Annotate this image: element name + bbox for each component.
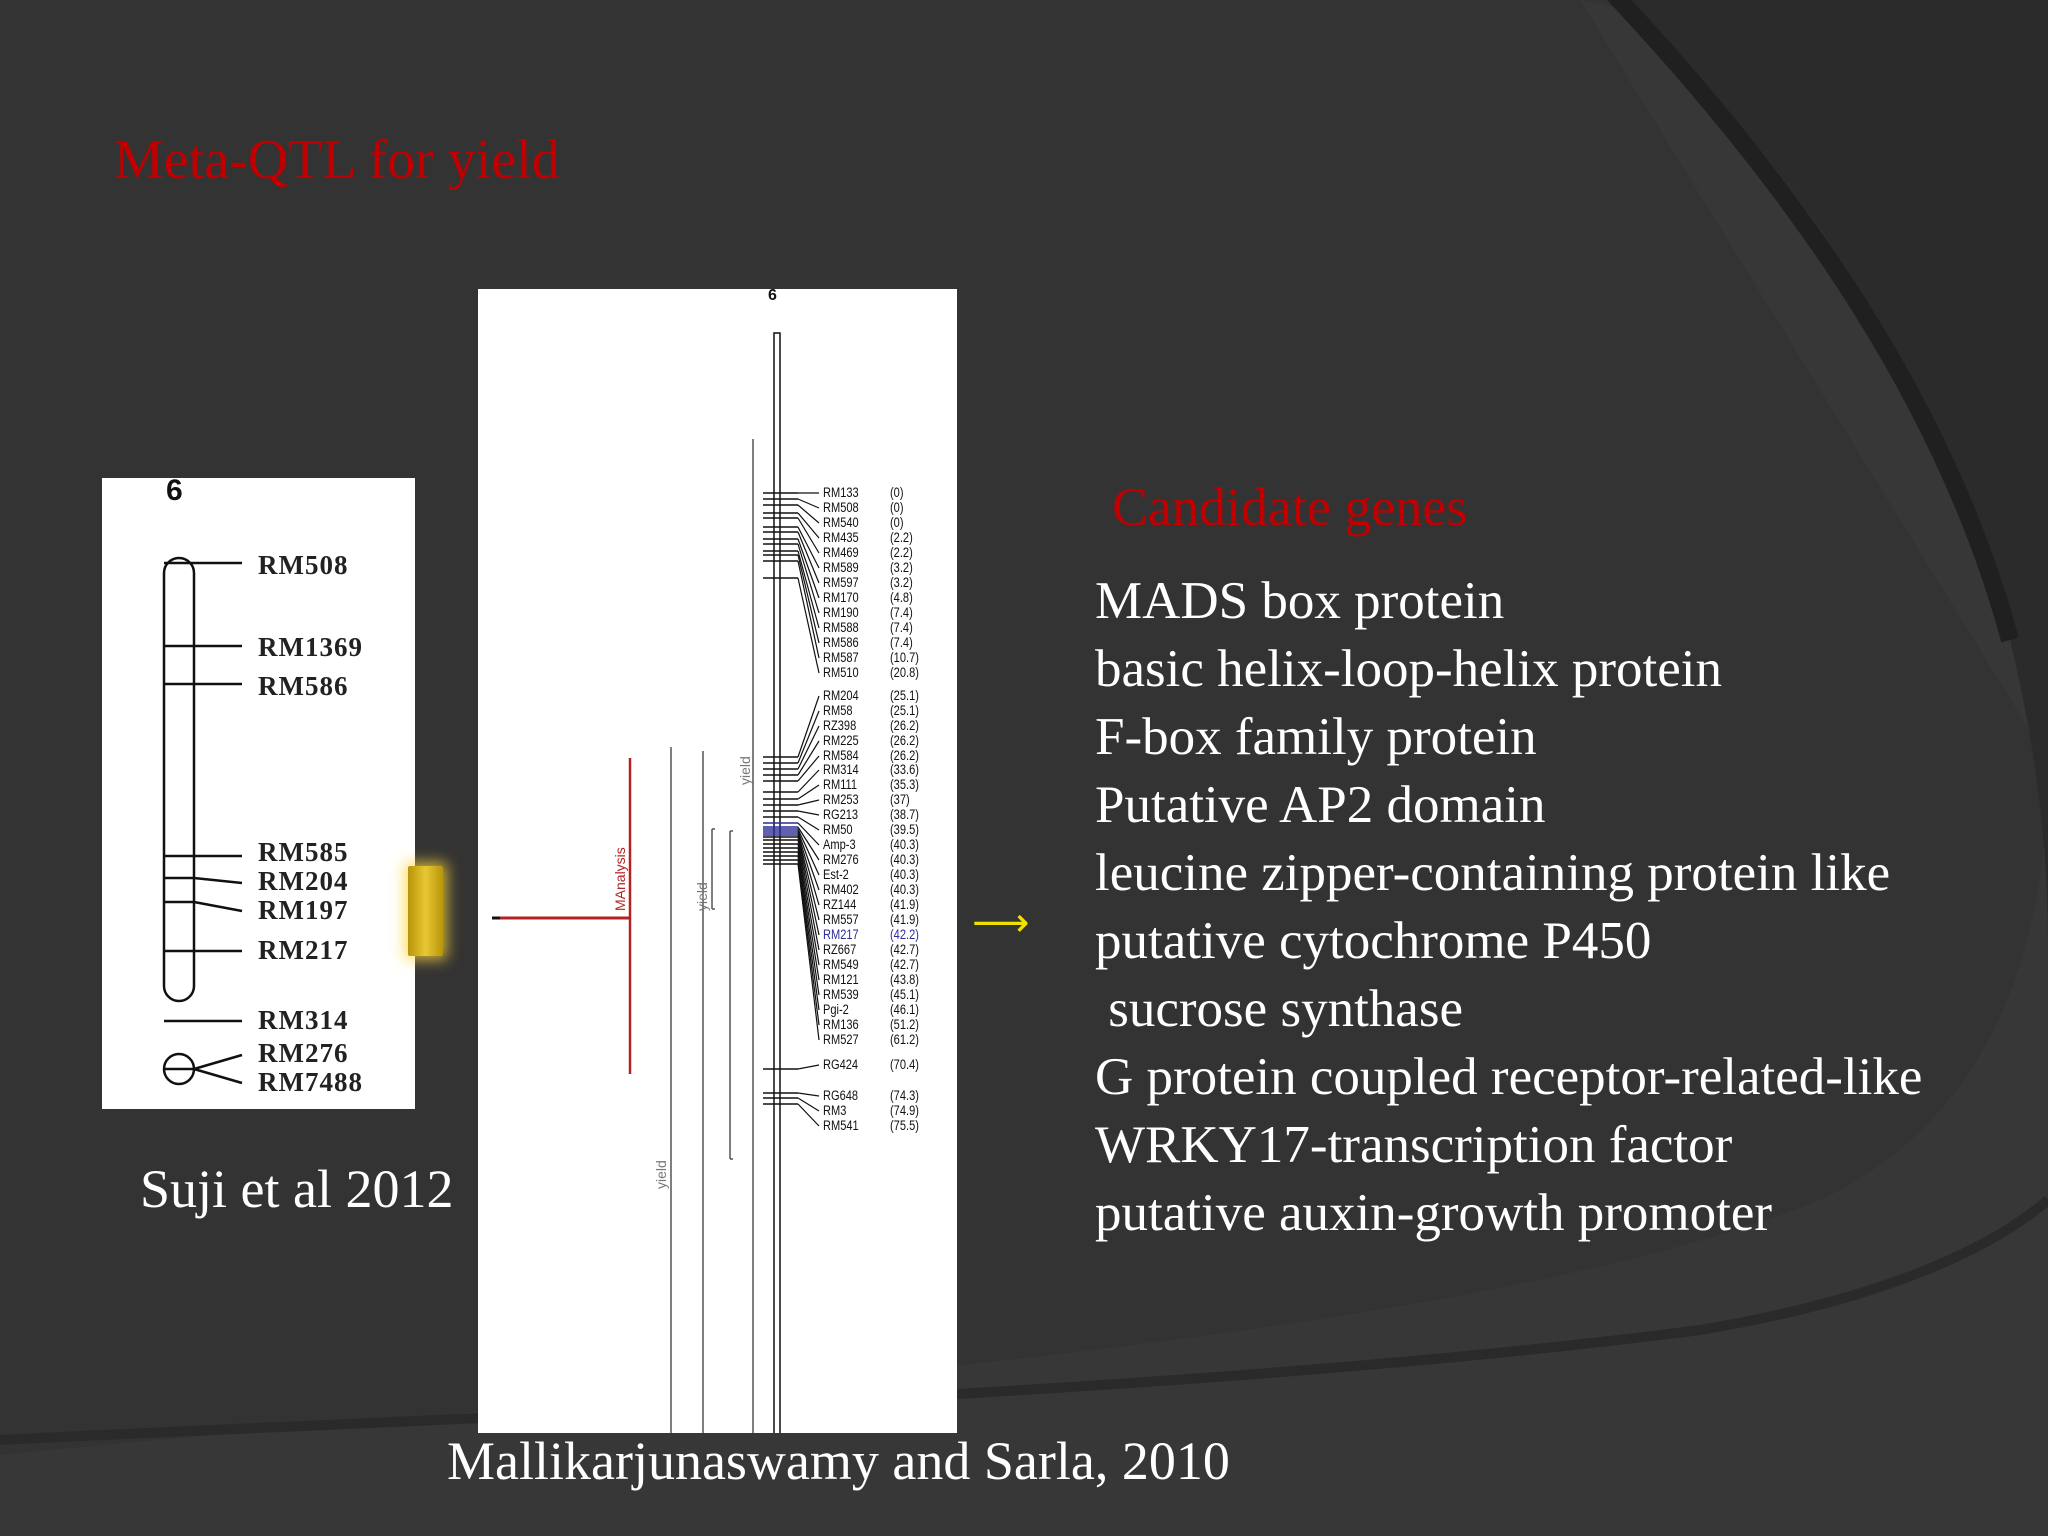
center-marker-name: RM584 bbox=[823, 748, 859, 763]
center-marker-position: (10.7) bbox=[890, 650, 919, 665]
center-marker-name: RM557 bbox=[823, 912, 859, 927]
gene-item: MADS box protein bbox=[1095, 572, 1505, 630]
gene-item: Putative AP2 domain bbox=[1095, 776, 1546, 834]
center-marker-name: RM586 bbox=[823, 635, 859, 650]
center-marker-name: RM589 bbox=[823, 560, 859, 575]
center-marker-name: RM588 bbox=[823, 620, 859, 635]
center-marker-position: (0) bbox=[890, 485, 904, 500]
center-marker-position: (74.9) bbox=[890, 1103, 919, 1118]
center-marker-position: (25.1) bbox=[890, 703, 919, 718]
center-marker-position: (33.6) bbox=[890, 762, 919, 777]
gene-item: F-box family protein bbox=[1095, 708, 1537, 766]
center-marker-name: RM435 bbox=[823, 530, 859, 545]
center-marker-position: (26.2) bbox=[890, 748, 919, 763]
center-marker-name: RM469 bbox=[823, 545, 859, 560]
center-marker-name: Pgi-2 bbox=[823, 1002, 849, 1017]
center-marker-position: (20.8) bbox=[890, 665, 919, 680]
center-marker-position: (26.2) bbox=[890, 733, 919, 748]
center-marker-name: RM50 bbox=[823, 822, 853, 837]
marker-connector bbox=[798, 770, 819, 792]
center-marker-name: RG424 bbox=[823, 1057, 859, 1072]
marker-connector bbox=[798, 756, 819, 781]
marker-connector bbox=[798, 711, 819, 763]
left-marker-label: RM585 bbox=[258, 837, 349, 867]
center-marker-position: (42.7) bbox=[890, 942, 919, 957]
center-marker-name: RZ667 bbox=[823, 942, 857, 957]
center-marker-position: (7.4) bbox=[890, 620, 913, 635]
qtl-highlight-bar bbox=[408, 866, 443, 956]
center-marker-position: (2.2) bbox=[890, 530, 913, 545]
center-marker-name: RZ144 bbox=[823, 897, 857, 912]
center-marker-name: RM539 bbox=[823, 987, 859, 1002]
credit-suji: Suji et al 2012 bbox=[140, 1159, 454, 1219]
qtl-label: yield bbox=[694, 882, 710, 911]
center-marker-position: (40.3) bbox=[890, 867, 919, 882]
center-chromosome-number: 6 bbox=[768, 289, 777, 304]
center-marker-name: RM587 bbox=[823, 650, 859, 665]
gene-item: G protein coupled receptor-related-like bbox=[1095, 1048, 1923, 1106]
center-marker-position: (75.5) bbox=[890, 1118, 919, 1133]
center-marker-position: (40.3) bbox=[890, 852, 919, 867]
center-marker-position: (70.4) bbox=[890, 1057, 919, 1072]
left-marker-label: RM217 bbox=[258, 935, 349, 965]
center-marker-name: RM510 bbox=[823, 665, 859, 680]
center-marker-name: RM111 bbox=[823, 777, 858, 792]
slide-title: Meta-QTL for yield bbox=[114, 129, 560, 191]
arrow-icon: ⟶ bbox=[972, 900, 1030, 946]
marker-connector bbox=[798, 544, 819, 613]
center-marker-name: RM217 bbox=[823, 927, 859, 942]
marker-connector bbox=[798, 499, 819, 508]
center-marker-name: RG213 bbox=[823, 807, 859, 822]
center-marker-position: (38.7) bbox=[890, 807, 919, 822]
marker-connector bbox=[798, 811, 819, 815]
center-marker-position: (26.2) bbox=[890, 718, 919, 733]
center-marker-name: RM541 bbox=[823, 1118, 859, 1133]
gene-item: sucrose synthase bbox=[1095, 980, 1463, 1038]
marker-connector bbox=[798, 1093, 819, 1096]
center-marker-position: (74.3) bbox=[890, 1088, 919, 1103]
center-marker-position: (46.1) bbox=[890, 1002, 919, 1017]
center-marker-name: RM508 bbox=[823, 500, 859, 515]
center-marker-position: (41.9) bbox=[890, 897, 919, 912]
center-marker-position: (25.1) bbox=[890, 688, 919, 703]
center-marker-position: (3.2) bbox=[890, 560, 913, 575]
marker-connector bbox=[798, 817, 819, 830]
center-marker-name: RM136 bbox=[823, 1017, 859, 1032]
center-marker-position: (2.2) bbox=[890, 545, 913, 560]
center-marker-position: (0) bbox=[890, 515, 904, 530]
center-marker-position: (7.4) bbox=[890, 635, 913, 650]
left-marker-label: RM1369 bbox=[258, 632, 363, 662]
qtl-label: yield bbox=[737, 756, 753, 785]
center-marker-name: RM253 bbox=[823, 792, 859, 807]
qtl-label: yield bbox=[653, 1160, 669, 1189]
center-marker-position: (3.2) bbox=[890, 575, 913, 590]
marker-connector bbox=[798, 1104, 819, 1126]
left-marker-label: RM276 bbox=[258, 1038, 349, 1068]
candidate-genes-title: Candidate genes bbox=[1112, 477, 1468, 537]
center-marker-position: (51.2) bbox=[890, 1017, 919, 1032]
center-marker-position: (43.8) bbox=[890, 972, 919, 987]
marker-connector bbox=[798, 785, 819, 799]
left-marker-label: RM586 bbox=[258, 671, 349, 701]
center-marker-name: RM133 bbox=[823, 485, 859, 500]
center-marker-name: RZ398 bbox=[823, 718, 857, 733]
left-marker-label: RM508 bbox=[258, 550, 349, 580]
center-marker-name: RM549 bbox=[823, 957, 859, 972]
center-marker-name: RM402 bbox=[823, 882, 859, 897]
left-marker-label: RM204 bbox=[258, 866, 349, 896]
left-marker-label: RM7488 bbox=[258, 1067, 363, 1097]
credit-mallikarjunaswamy: Mallikarjunaswamy and Sarla, 2010 bbox=[447, 1431, 1230, 1491]
center-marker-position: (0) bbox=[890, 500, 904, 515]
left-linkage-map bbox=[102, 474, 415, 1109]
center-marker-name: RM58 bbox=[823, 703, 853, 718]
gene-item: putative cytochrome P450 bbox=[1095, 912, 1652, 970]
center-marker-name: RM190 bbox=[823, 605, 859, 620]
center-marker-name: RG648 bbox=[823, 1088, 859, 1103]
center-marker-name: RM276 bbox=[823, 852, 859, 867]
center-marker-name: Est-2 bbox=[823, 867, 849, 882]
center-marker-name: RM527 bbox=[823, 1032, 859, 1047]
center-marker-position: (37) bbox=[890, 792, 910, 807]
center-marker-position: (42.2) bbox=[890, 927, 919, 942]
marker-connector bbox=[798, 505, 819, 523]
center-marker-position: (41.9) bbox=[890, 912, 919, 927]
marker-connector bbox=[798, 864, 819, 1040]
marker-connector bbox=[798, 1065, 819, 1069]
center-marker-position: (4.8) bbox=[890, 590, 913, 605]
center-marker-position: (7.4) bbox=[890, 605, 913, 620]
center-marker-position: (40.3) bbox=[890, 837, 919, 852]
center-marker-name: RM121 bbox=[823, 972, 859, 987]
left-chromosome-number: 6 bbox=[166, 474, 183, 507]
gene-item: putative auxin-growth promoter bbox=[1095, 1184, 1773, 1242]
center-marker-position: (45.1) bbox=[890, 987, 919, 1002]
center-marker-position: (39.5) bbox=[890, 822, 919, 837]
center-marker-position: (35.3) bbox=[890, 777, 919, 792]
center-marker-name: RM204 bbox=[823, 688, 859, 703]
marker-connector bbox=[798, 800, 819, 805]
qtl-label-manalysis: MAnalysis bbox=[612, 847, 628, 911]
marker-connector bbox=[798, 578, 819, 673]
center-marker-name: RM314 bbox=[823, 762, 859, 777]
center-marker-name: RM170 bbox=[823, 590, 859, 605]
center-linkage-map bbox=[478, 289, 957, 1433]
gene-item: basic helix-loop-helix protein bbox=[1095, 640, 1722, 698]
center-marker-name: RM225 bbox=[823, 733, 859, 748]
marker-connector bbox=[798, 852, 819, 995]
center-chromosome-drawing bbox=[478, 289, 957, 1433]
center-marker-name: RM597 bbox=[823, 575, 859, 590]
center-marker-name: Amp-3 bbox=[823, 837, 856, 852]
gene-item: WRKY17-transcription factor bbox=[1095, 1116, 1733, 1174]
candidate-gene-list bbox=[1095, 567, 1922, 1247]
center-marker-position: (42.7) bbox=[890, 957, 919, 972]
gene-item: leucine zipper-containing protein like bbox=[1095, 844, 1891, 902]
left-marker-label: RM197 bbox=[258, 895, 349, 925]
center-marker-position: (40.3) bbox=[890, 882, 919, 897]
center-marker-name: RM540 bbox=[823, 515, 859, 530]
left-marker-label: RM314 bbox=[258, 1005, 349, 1035]
center-marker-position: (61.2) bbox=[890, 1032, 919, 1047]
center-marker-name: RM3 bbox=[823, 1103, 847, 1118]
marker-connector bbox=[798, 1098, 819, 1111]
